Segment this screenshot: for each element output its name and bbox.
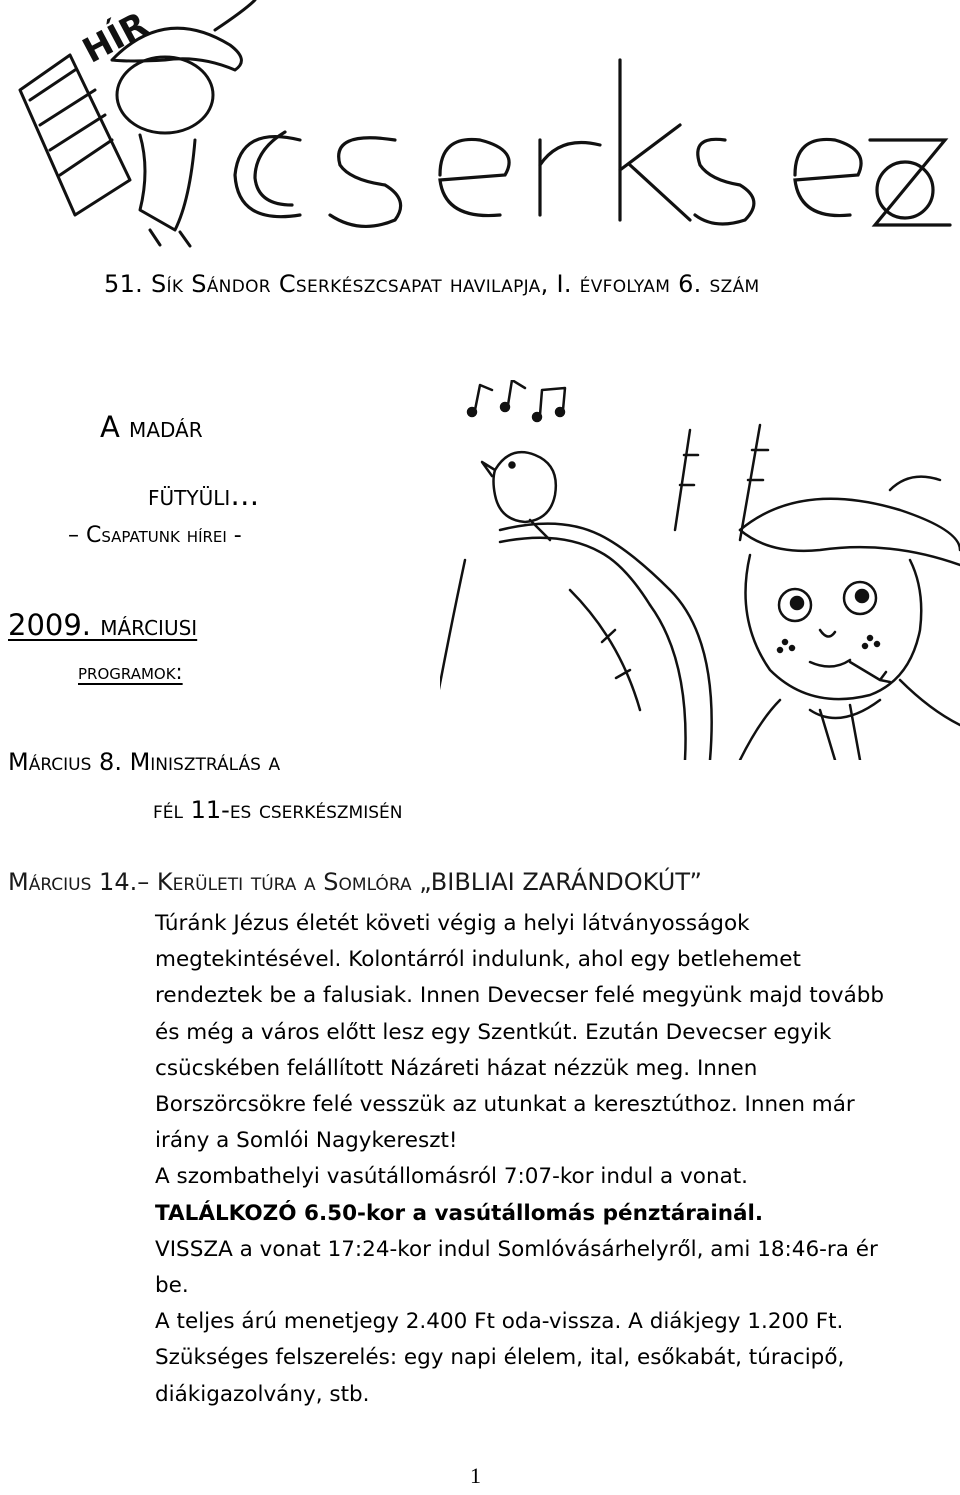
section-heading-line1: A madár xyxy=(100,410,203,444)
program-item-march8: Március 8. Minisztrálás a xyxy=(8,748,281,776)
body-line: Szükséges felszerelés: egy napi élelem, ital, esőkabát, túracipő, xyxy=(155,1345,845,1371)
masthead-logo xyxy=(0,0,960,250)
body-line: csücskében felállított Názáreti házat nézzük meg. Innen xyxy=(155,1055,758,1081)
body-line: A szombathelyi vasútállomásról 7:07-kor indul a vonat. xyxy=(155,1164,749,1190)
body-line: rendeztek be a falusiak. Innen Devecser felé megyünk majd tovább xyxy=(155,983,885,1009)
body-line: és még a város előtt lesz egy Szentkút. Ezután Devecser egyik xyxy=(155,1019,832,1045)
program-item-march14: Március 14.– Kerületi túra a Somlóra „BIBLIAI ZARÁNDOKÚT” xyxy=(8,868,702,896)
section-heading-line2: fütyüli… xyxy=(148,478,260,512)
section-subheading: – Csapatunk hírei - xyxy=(68,523,242,548)
svg-text:HÍR: HÍR xyxy=(76,4,155,72)
body-line: diákigazolvány, stb. xyxy=(155,1381,370,1407)
programs-title-line2: programok: xyxy=(78,660,183,684)
program-description xyxy=(155,906,955,1413)
body-line: Borszörcsökre felé vesszük az utunkat a keresztúthoz. Innen már xyxy=(155,1092,855,1118)
body-line: VISSZA a vonat 17:24-kor indul Somlóvásárhelyről, ami 18:46-ra ér xyxy=(155,1236,878,1262)
body-line: be. xyxy=(155,1273,189,1299)
body-line: megtekintésével. Kolontárról indulunk, ahol egy betlehemet xyxy=(155,947,801,973)
programs-title-line1: 2009. márciusi xyxy=(8,608,198,642)
page-number: 1 xyxy=(470,1463,481,1488)
body-line: A teljes árú menetjegy 2.400 Ft oda-vissza. A diákjegy 1.200 Ft. xyxy=(155,1309,844,1335)
bird-and-scout-illustration xyxy=(440,380,960,760)
program-item-march8-cont: fél 11-es cserkészmisén xyxy=(153,796,403,824)
issue-subtitle: 51. Sík Sándor Cserkészcsapat havilapja, I. évfolyam 6. szám xyxy=(104,270,760,298)
meeting-line: TALÁLKOZÓ 6.50-kor a vasútállomás pénztárainál. xyxy=(155,1200,764,1226)
body-line: irány a Somlói Nagykereszt! xyxy=(155,1128,458,1154)
body-line: Túránk Jézus életét követi végig a helyi látványosságok xyxy=(155,911,750,936)
